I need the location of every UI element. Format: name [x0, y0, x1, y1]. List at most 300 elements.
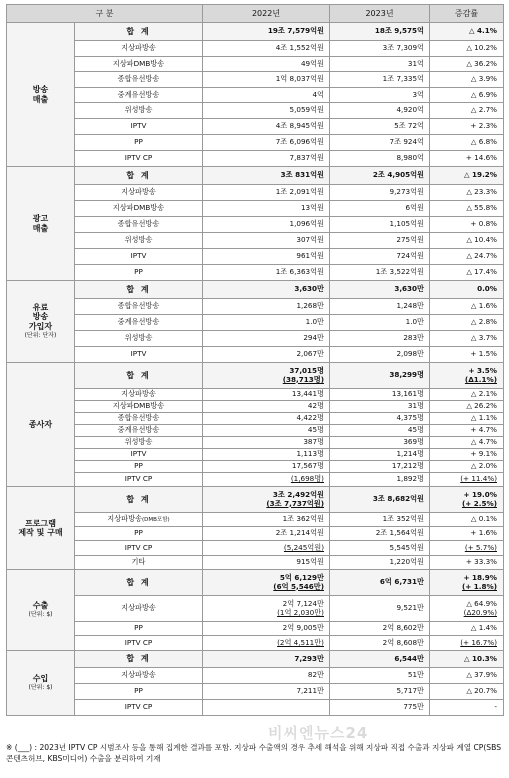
cell-change-value: + 18.9% [463, 573, 497, 583]
table-row [7, 347, 504, 363]
table-row [7, 473, 504, 487]
cell-change-value: + 19.0% [463, 490, 497, 500]
cell-2023-value: 38,299명 [389, 370, 424, 380]
row-label-text: 기타 [131, 557, 146, 567]
cell-change-value: △ 6.8% [470, 137, 497, 147]
cell-2023-value: 3조 8,682억원 [372, 494, 424, 504]
table-row [7, 636, 504, 651]
cell-2022 [203, 347, 330, 363]
cell-change-value: △ 1.1% [470, 413, 497, 423]
cell-change [430, 103, 504, 119]
cell-2022-value: 7,837억원 [289, 153, 324, 163]
cell-2023 [330, 57, 430, 72]
cell-2022 [203, 668, 330, 684]
row-label [75, 233, 203, 249]
cell-2023-value: 45명 [407, 425, 424, 435]
cell-2023 [330, 437, 430, 449]
cell-2023-value: 5,545억원 [389, 542, 424, 552]
cell-change-value: △ 3.9% [470, 74, 497, 84]
cell-2023-value: 18조 9,575억 [374, 26, 424, 36]
cell-2023-value: 5,717만 [396, 686, 424, 696]
cell-2023-value: 1,214명 [396, 449, 424, 459]
row-label-text: 위성방송 [124, 333, 153, 343]
row-label [75, 281, 203, 299]
cell-2022 [203, 185, 330, 201]
cell-2022 [203, 570, 330, 596]
cell-2022 [203, 700, 330, 716]
cell-change [430, 636, 504, 651]
row-label [75, 461, 203, 473]
cell-2023 [330, 570, 430, 596]
row-label-text: 지상파방송 [121, 187, 156, 197]
section-label-line: 수입 [32, 673, 49, 683]
row-label [75, 413, 203, 425]
cell-2023-value: 1조 7,335억 [382, 74, 424, 84]
cell-change [430, 556, 504, 570]
cell-2023 [330, 41, 430, 57]
cell-2023 [330, 622, 430, 636]
row-label [75, 570, 203, 596]
row-label-text: PP [134, 528, 143, 538]
row-label [75, 363, 203, 389]
cell-2023 [330, 265, 430, 281]
cell-change-value: △ 10.4% [466, 235, 497, 245]
cell-2022-value: 13,441명 [291, 389, 324, 399]
table-row [7, 185, 504, 201]
cell-change [430, 401, 504, 413]
section-label-line: 매출 [32, 94, 49, 104]
cell-2022-value: 2조 1,214억원 [275, 528, 324, 538]
cell-2023-value: 775만 [403, 702, 424, 712]
cell-2022 [203, 119, 330, 135]
cell-change-value: △ 4.7% [470, 437, 497, 447]
cell-2023-value: 369명 [403, 437, 424, 447]
row-label [75, 668, 203, 684]
cell-change [430, 461, 504, 473]
cell-2023 [330, 556, 430, 570]
cell-2023 [330, 487, 430, 513]
cell-2022-value: 5,059억원 [289, 105, 324, 115]
cell-2023 [330, 363, 430, 389]
cell-change-value: △ 19.2% [464, 170, 497, 180]
cell-2022-value: 4억 [312, 89, 324, 99]
row-label [75, 651, 203, 668]
cell-change [430, 41, 504, 57]
row-label [75, 527, 203, 541]
cell-2022-value: 307억원 [296, 235, 324, 245]
cell-2022-value: 13억원 [300, 203, 324, 213]
row-label-text: 종합유선방송 [117, 301, 160, 311]
row-label [75, 331, 203, 347]
table-row [7, 41, 504, 57]
cell-2023-value: 1조 352억원 [382, 514, 424, 524]
cell-change [430, 347, 504, 363]
cell-2022 [203, 461, 330, 473]
row-label-text: IPTV [130, 449, 147, 459]
table-row [7, 135, 504, 151]
row-label-text: 중계유선방송 [117, 317, 160, 327]
cell-change-value: + 0.8% [470, 219, 497, 229]
section-label-line: 방송 [32, 85, 49, 95]
cell-2023 [330, 651, 430, 668]
cell-2022-value: 915억원 [296, 557, 324, 567]
cell-2022-value: 7조 6,096억원 [275, 137, 324, 147]
row-label [75, 541, 203, 556]
cell-change [430, 201, 504, 217]
row-label-text: 합 계 [126, 654, 151, 664]
table-row [7, 119, 504, 135]
section-label-line: 프로그램 [25, 518, 56, 528]
cell-change [430, 249, 504, 265]
cell-change-value: △ 36.2% [466, 58, 497, 68]
cell-2023 [330, 23, 430, 41]
cell-change-value: 0.0% [477, 284, 497, 294]
cell-2023-value: 1,105억원 [389, 219, 424, 229]
broadcast-stats-table [6, 4, 504, 716]
row-label-note: (DMB포함) [142, 517, 170, 524]
cell-2023 [330, 473, 430, 487]
cell-change-value: + 14.6% [465, 153, 497, 163]
table-total-row [7, 281, 504, 299]
cell-2023-value: 31억 [407, 58, 424, 68]
row-label [75, 513, 203, 527]
cell-2022-adjusted-value: (3조 7,737억원) [266, 498, 324, 508]
cell-change [430, 513, 504, 527]
cell-2023-value: 1,892명 [396, 474, 424, 484]
cell-2022-value: 961억원 [296, 251, 324, 261]
table-row [7, 331, 504, 347]
cell-change-value: △ 2.1% [470, 389, 497, 399]
cell-2022-value: 45명 [307, 425, 324, 435]
row-label [75, 473, 203, 487]
cell-change-value: △ 64.9% [466, 599, 497, 609]
cell-change-value: △ 3.7% [470, 333, 497, 343]
cell-change-value: + 2.3% [470, 121, 497, 131]
section-label [7, 23, 75, 167]
cell-2022-value: 2억 9,005만 [282, 623, 324, 633]
cell-2022-value: 3조 831억원 [280, 170, 324, 180]
cell-change [430, 135, 504, 151]
cell-2023 [330, 636, 430, 651]
section-unit: (단위: 단자) [24, 331, 57, 339]
row-label [75, 347, 203, 363]
cell-2023-value: 2조 1,564억원 [375, 528, 424, 538]
cell-2022-value: 294만 [303, 333, 324, 343]
cell-2023 [330, 315, 430, 331]
cell-2022 [203, 527, 330, 541]
cell-2022-value: 2억 7,124만 [282, 599, 324, 609]
cell-change [430, 363, 504, 389]
row-label-text: IPTV CP [124, 542, 153, 552]
cell-2022-value: 4,422명 [296, 413, 324, 423]
cell-2023-value: 2,098만 [396, 349, 424, 359]
table-total-row [7, 23, 504, 41]
row-label [75, 151, 203, 167]
cell-change [430, 315, 504, 331]
cell-2022-value: 4조 1,552억원 [275, 43, 324, 53]
cell-change-value: △ 2.8% [470, 317, 497, 327]
row-label [75, 487, 203, 513]
row-label-text: 합 계 [126, 494, 151, 504]
row-label-text: 합 계 [126, 577, 151, 587]
cell-2023 [330, 88, 430, 103]
cell-change [430, 651, 504, 668]
cell-change-value: △ 23.3% [466, 187, 497, 197]
row-label-text: IPTV CP [124, 153, 153, 163]
cell-change [430, 449, 504, 461]
row-label [75, 249, 203, 265]
table-row [7, 622, 504, 636]
table-row [7, 527, 504, 541]
cell-2022-value: 49억원 [300, 58, 324, 68]
row-label-text: 지상파DMB방송 [112, 401, 165, 411]
cell-2022-value: 17,567명 [291, 461, 324, 471]
cell-change [430, 265, 504, 281]
cell-change-value: △ 55.8% [466, 203, 497, 213]
row-label [75, 135, 203, 151]
header-category: 구 분 [7, 5, 203, 23]
cell-change [430, 413, 504, 425]
table-total-row [7, 167, 504, 185]
cell-change-value: △ 4.1% [469, 26, 497, 36]
cell-2022 [203, 88, 330, 103]
section-label [7, 363, 75, 487]
cell-2023-value: 9,521만 [396, 603, 424, 613]
section-label-line: 방송 [32, 312, 49, 322]
cell-2022-value: 7,211만 [296, 686, 324, 696]
cell-2022 [203, 249, 330, 265]
cell-2022 [203, 299, 330, 315]
cell-2022 [203, 596, 330, 622]
cell-2023-value: 9,273억원 [389, 187, 424, 197]
table-header-row [7, 5, 504, 23]
cell-2022 [203, 265, 330, 281]
cell-2022 [203, 413, 330, 425]
row-label-text: 지상파방송 [121, 43, 156, 53]
row-label [75, 23, 203, 41]
cell-change [430, 331, 504, 347]
cell-change [430, 167, 504, 185]
cell-change-value: (+ 5.7%) [464, 542, 497, 552]
cell-2022-value: 7,293만 [294, 653, 324, 663]
cell-2022 [203, 201, 330, 217]
cell-change-value: + 1.5% [470, 349, 497, 359]
table-row [7, 315, 504, 331]
cell-change [430, 72, 504, 88]
section-unit: (단위: $) [28, 611, 53, 619]
cell-change-value: + 4.7% [470, 425, 497, 435]
cell-2022 [203, 513, 330, 527]
cell-2023 [330, 461, 430, 473]
cell-change-value: △ 2.7% [470, 105, 497, 115]
row-label [75, 103, 203, 119]
cell-change-adjusted-value: (+ 1.8%) [461, 581, 497, 591]
table-row [7, 57, 504, 72]
row-label-text: PP [134, 686, 143, 696]
cell-2023 [330, 425, 430, 437]
cell-change-value: △ 20.7% [466, 686, 497, 696]
row-label [75, 389, 203, 401]
cell-2022-value: 1.0만 [305, 317, 324, 327]
row-label-text: 합 계 [126, 284, 151, 294]
cell-change [430, 425, 504, 437]
section-label [7, 570, 75, 651]
cell-2022 [203, 449, 330, 461]
cell-2023 [330, 119, 430, 135]
cell-2022 [203, 401, 330, 413]
row-label-text: IPTV [130, 251, 147, 261]
row-label [75, 299, 203, 315]
cell-change-adjusted-value: (+ 2.5%) [461, 498, 497, 508]
cell-2022 [203, 437, 330, 449]
cell-2022-value: 1억 8,037억원 [275, 74, 324, 84]
cell-change [430, 119, 504, 135]
row-label-text: 위성방송 [124, 105, 153, 115]
section-label-line: 유료 [32, 303, 49, 313]
row-label-text: 지상파방송 [121, 603, 156, 613]
cell-change-value: △ 0.1% [470, 514, 497, 524]
section-label-line: 가입자 [28, 321, 53, 331]
table-row [7, 700, 504, 716]
cell-change-value: + 9.1% [470, 449, 497, 459]
cell-2022 [203, 217, 330, 233]
cell-change [430, 622, 504, 636]
row-label-text: 지상파DMB방송 [112, 203, 165, 213]
cell-2022 [203, 233, 330, 249]
table-row [7, 556, 504, 570]
row-label [75, 72, 203, 88]
cell-change-value: △ 2.0% [470, 461, 497, 471]
cell-2022 [203, 151, 330, 167]
table-row [7, 72, 504, 88]
table-row [7, 461, 504, 473]
cell-2022 [203, 103, 330, 119]
cell-2023-value: 2억 8,608만 [382, 637, 424, 647]
cell-2022-value: 82만 [307, 670, 324, 680]
table-total-row [7, 363, 504, 389]
section-label-line: 광고 [32, 214, 49, 224]
cell-2022-value: 5억 6,129만 [279, 573, 324, 583]
cell-2023 [330, 185, 430, 201]
row-label-text: 지상파방송 [107, 514, 143, 524]
table-total-row [7, 487, 504, 513]
row-label-text: 합 계 [126, 170, 151, 180]
cell-2022-value: (2억 4,511만) [277, 637, 324, 647]
cell-change-value: △ 17.4% [466, 267, 497, 277]
row-label-text: 중계유선방송 [117, 89, 160, 99]
cell-2023-value: 3조 7,309억 [382, 43, 424, 53]
cell-2022-value: (5,245억원) [283, 542, 324, 552]
cell-change [430, 185, 504, 201]
cell-2023 [330, 347, 430, 363]
cell-2023-value: 5조 72억 [394, 121, 424, 131]
cell-2023-value: 1조 3,522억원 [375, 267, 424, 277]
header-change: 증감률 [430, 5, 504, 23]
table-row [7, 684, 504, 700]
section-label [7, 651, 75, 716]
cell-2022-value: 2,067만 [296, 349, 324, 359]
table-row [7, 513, 504, 527]
cell-change-value: △ 37.9% [466, 670, 497, 680]
cell-2023-value: 2억 8,602만 [382, 623, 424, 633]
cell-2023-value: 7조 924억 [389, 137, 424, 147]
table-row [7, 413, 504, 425]
cell-2022 [203, 425, 330, 437]
table-row [7, 425, 504, 437]
cell-2022 [203, 363, 330, 389]
table-row [7, 217, 504, 233]
cell-2023-value: 1.0만 [405, 317, 424, 327]
row-label [75, 119, 203, 135]
cell-2023-value: 6,544만 [394, 653, 424, 663]
section-label-line: 제작 및 구매 [18, 528, 63, 537]
cell-change [430, 233, 504, 249]
table-body [7, 23, 504, 716]
table-row [7, 437, 504, 449]
cell-2023-value: 275억원 [396, 235, 424, 245]
row-label [75, 556, 203, 570]
cell-change-value: + 33.3% [465, 557, 497, 567]
row-label-text: IPTV CP [124, 702, 153, 712]
cell-2023 [330, 596, 430, 622]
row-label-text: 중계유선방송 [117, 425, 160, 435]
cell-change-value: + 1.6% [470, 528, 497, 538]
section-label-line: 수출 [32, 600, 49, 610]
cell-2023 [330, 233, 430, 249]
cell-2023 [330, 201, 430, 217]
row-label [75, 449, 203, 461]
table-row [7, 401, 504, 413]
cell-2022 [203, 651, 330, 668]
cell-2022 [203, 315, 330, 331]
cell-2022-value: 1조 6,363억원 [275, 267, 324, 277]
section-unit: (단위: $) [28, 684, 53, 692]
row-label-text: PP [134, 267, 143, 277]
cell-2022-value: 387명 [303, 437, 324, 447]
row-label-text: 종합유선방송 [117, 219, 160, 229]
cell-2022-value: 19조 7,579억원 [267, 26, 324, 36]
cell-2023-value: 4,920억 [396, 105, 424, 115]
cell-change [430, 281, 504, 299]
cell-2022 [203, 135, 330, 151]
cell-2022 [203, 684, 330, 700]
cell-2023-value: 283만 [403, 333, 424, 343]
cell-2022 [203, 636, 330, 651]
cell-change [430, 684, 504, 700]
row-label [75, 217, 203, 233]
cell-2022-adjusted-value: (6억 5,546만) [273, 581, 324, 591]
cell-change-value: △ 10.3% [464, 653, 497, 663]
row-label-text: 지상파DMB방송 [112, 58, 165, 68]
cell-2023 [330, 249, 430, 265]
cell-change-adjusted-value: (Δ20.9%) [463, 607, 497, 617]
cell-2022-value: 1,096억원 [289, 219, 324, 229]
cell-change-adjusted-value: (Δ1.1%) [464, 374, 497, 384]
cell-2023-value: 13,161명 [391, 389, 424, 399]
section-label [7, 281, 75, 363]
cell-change-value: - [494, 702, 497, 712]
section-label [7, 487, 75, 570]
cell-2022 [203, 281, 330, 299]
cell-2023 [330, 527, 430, 541]
row-label-text: IPTV CP [124, 637, 153, 647]
cell-2023-value: 8,980억 [396, 153, 424, 163]
row-label [75, 88, 203, 103]
cell-2022 [203, 331, 330, 347]
cell-change-value: △ 26.2% [466, 401, 497, 411]
cell-2022-adjusted-value: (1억 2,030만) [277, 607, 324, 617]
cell-2022-value: 3조 2,492억원 [272, 490, 324, 500]
